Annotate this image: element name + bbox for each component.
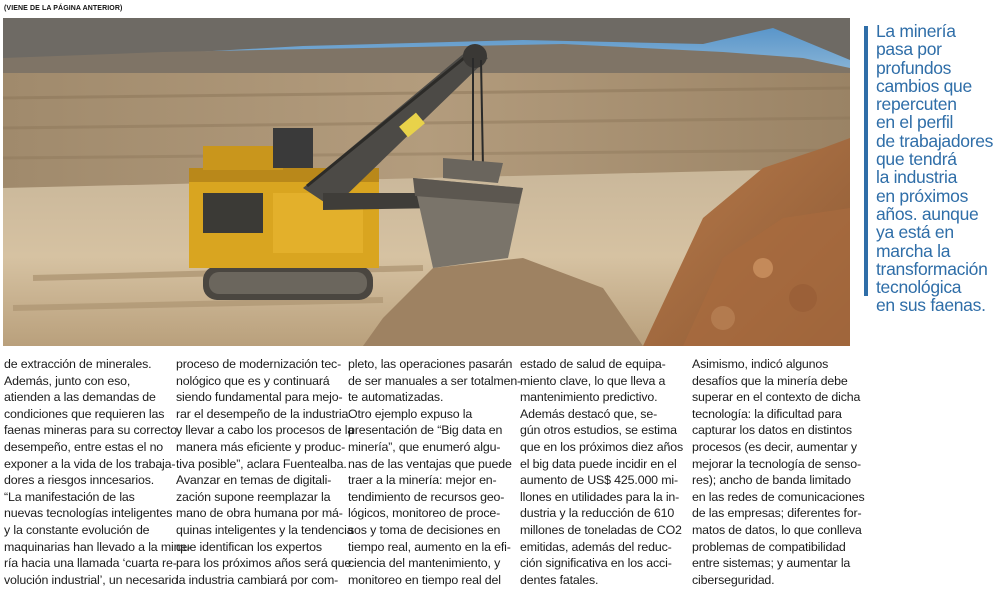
pullquote-line: en el perfil	[876, 112, 954, 133]
article-line: ría hacia una llamada ‘cuarta re-	[4, 556, 177, 571]
article-line: nuevas tecnologías inteligentes	[4, 506, 173, 521]
pullquote-line: cambios que	[876, 75, 972, 96]
article-line: entre sistemas; y aumentar la	[692, 556, 851, 571]
article-column-2	[176, 356, 355, 588]
article-line: traer a la minería: mejor en-	[348, 473, 497, 488]
article-line: llones en utilidades para la in-	[520, 489, 680, 504]
article-line: sos y toma de decisiones en	[348, 522, 501, 537]
article-line: tiempo real, aumento en la efi-	[348, 539, 511, 554]
article-line: exponer a la vida de los trabaja-	[4, 456, 176, 471]
article-line: manera más eficiente y produc-	[176, 439, 346, 454]
article-line: “La manifestación de las	[4, 489, 135, 504]
pullquote-line: tecnológica	[876, 277, 962, 298]
pullquote-line: que tendrá	[876, 149, 957, 170]
article-line: lógicos, monitoreo de proce-	[348, 506, 501, 521]
article-line: monitoreo en tiempo real del	[348, 572, 501, 587]
article-line: rar el desempeño de la industria	[176, 406, 349, 421]
pullquote-line: repercuten	[876, 94, 957, 115]
article-line: tendimiento de recursos geo-	[348, 489, 505, 504]
article-line: estado de salud de equipa-	[520, 357, 666, 371]
article-line: faenas mineras para su correcto	[4, 423, 178, 438]
article-line: mejorar la tecnología de senso-	[692, 456, 861, 471]
article-line: Otro ejemplo expuso la	[348, 406, 473, 421]
article-line: minería”, que enumeró algu-	[348, 439, 501, 454]
pullquote-line: de trabajadores	[876, 130, 994, 151]
pullquote-line: profundos	[876, 57, 952, 78]
pullquote-line: transformación	[876, 258, 988, 279]
article-line: millones de toneladas de CO2	[520, 522, 682, 537]
article-line: y la constante evolución de	[4, 522, 150, 537]
article-line: y llevar a cabo los procesos de la	[176, 423, 355, 438]
pullquote-line: la industria	[876, 167, 958, 188]
article-line: pleto, las operaciones pasarán	[348, 357, 513, 371]
article-line: ción significativa en los acci-	[520, 556, 672, 571]
pullquote-accent-bar	[864, 26, 868, 296]
pullquote-line: en próximos	[876, 185, 969, 206]
article-line: res); ancho de banda limitado	[692, 473, 851, 488]
article-line: que en los próximos diez años	[520, 439, 684, 454]
pullquote-line: en sus faenas.	[876, 295, 986, 316]
pullquote-line: La minería	[876, 21, 956, 41]
article-line: presentación de “Big data en	[348, 423, 503, 438]
article-line: ciberseguridad.	[692, 572, 775, 587]
article-line: miento clave, lo que lleva a	[520, 373, 666, 388]
article-line: la industria cambiará por com-	[176, 572, 339, 587]
article-line: Además, junto con eso,	[4, 373, 131, 388]
article-line: que identifican los expertos	[176, 539, 322, 554]
article-line: quinas inteligentes y la tendencia	[176, 522, 354, 537]
article-column-1	[4, 356, 192, 588]
article-line: desafíos que la minería debe	[692, 373, 848, 388]
pullquote-line: pasa por	[876, 39, 942, 60]
article-line: volución industrial’, un necesario	[4, 572, 178, 587]
article-line: Además destacó que, se-	[520, 406, 658, 421]
article-column-3	[348, 356, 522, 588]
pullquote	[876, 22, 1000, 315]
article-line: tiva posible”, aclara Fuentealba.	[176, 456, 347, 471]
article-line: proceso de modernización tec-	[176, 357, 342, 371]
article-line: atienden a las demandas de	[4, 390, 156, 405]
article-line: en las redes de comunicaciones	[692, 489, 865, 504]
article-line: ciencia del mantenimiento, y	[348, 556, 501, 571]
article-column-4	[520, 356, 684, 588]
article-column-5	[692, 356, 865, 588]
article-line: dores a riesgos inncesarios.	[4, 473, 155, 488]
pullquote-line: años. aunque	[876, 203, 979, 224]
continued-from-previous-page-kicker: (VIENE DE LA PÁGINA ANTERIOR)	[4, 5, 123, 12]
article-line: de las empresas; diferentes for-	[692, 506, 862, 521]
article-line: te automatizadas.	[348, 390, 444, 405]
article-line: de extracción de minerales.	[4, 357, 152, 371]
article-line: dentes fatales.	[520, 572, 599, 587]
article-line: desempeño, entre estas el no	[4, 439, 164, 454]
article-line: siendo fundamental para mejo-	[176, 390, 343, 405]
mining-shovel-photo	[3, 18, 850, 346]
article-line: mano de obra humana por má-	[176, 506, 343, 521]
article-line: emitidas, además del reduc-	[520, 539, 672, 554]
article-line: el big data puede incidir en el	[520, 456, 677, 471]
article-line: tecnología: la dificultad para	[692, 406, 842, 421]
pullquote-line: marcha la	[876, 240, 951, 261]
article-line: de ser manuales a ser totalmen-	[348, 373, 522, 388]
article-line: dustria y la reducción de 610	[520, 506, 675, 521]
article-line: maquinarias han llevado a la mine-	[4, 539, 192, 554]
article-line: nas de las ventajas que puede	[348, 456, 512, 471]
article-line: matos de datos, lo que conlleva	[692, 522, 862, 537]
article-line: problemas de compatibilidad	[692, 539, 846, 554]
article-line: condiciones que requieren las	[4, 406, 165, 421]
article-line: Avanzar en temas de digitali-	[176, 473, 332, 488]
article-line: nológico que es y continuará	[176, 373, 330, 388]
article-line: procesos (es decir, aumentar y	[692, 439, 857, 454]
pullquote-line: ya está en	[876, 222, 954, 243]
article-line: superar en el contexto de dicha	[692, 390, 861, 405]
article-line: aumento de US$ 425.000 mi-	[520, 473, 678, 488]
article-line: Asimismo, indicó algunos	[692, 357, 829, 371]
article-line: zación supone reemplazar la	[176, 489, 331, 504]
article-line: capturar los datos en distintos	[692, 423, 852, 438]
article-line: gún otros estudios, se estima	[520, 423, 677, 438]
article-line: para los próximos años será que	[176, 556, 352, 571]
article-line: mantenimiento predictivo.	[520, 390, 658, 405]
